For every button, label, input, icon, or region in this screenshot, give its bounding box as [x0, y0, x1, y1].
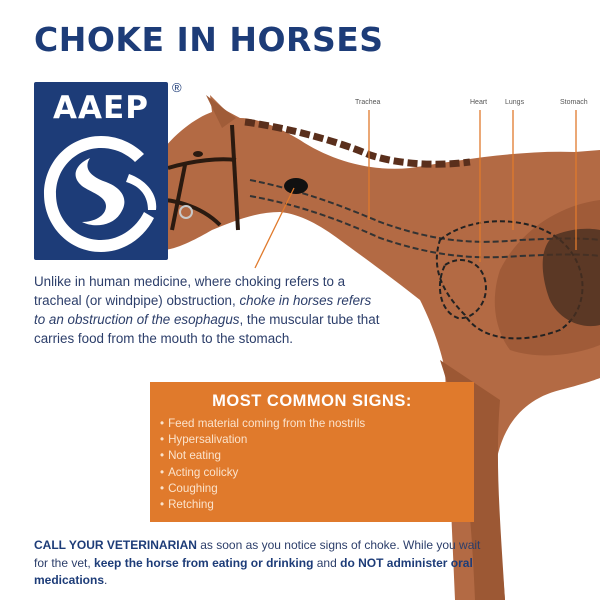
sign-item: • Hypersalivation	[160, 432, 365, 448]
label-stomach: Stomach	[560, 99, 588, 106]
intro-emphasis: choke in horses refers to an obstruction of the esophagus	[34, 293, 372, 327]
intro-text-1: Unlike in human medicine, where choking refers to a tracheal (or windpipe) obstruction,	[34, 274, 346, 308]
signs-list	[160, 416, 365, 513]
cta-no-meds: do NOT administer oral medications	[34, 555, 473, 587]
cta-period: .	[104, 573, 108, 587]
call-to-action	[34, 537, 484, 590]
obstruction-mark	[284, 178, 308, 194]
sign-item: • Coughing	[160, 481, 365, 497]
sign-item: • Acting colicky	[160, 465, 365, 481]
cta-text-1: as soon as you notice signs of choke. While you wait for the vet,	[34, 538, 481, 570]
signs-box	[150, 382, 474, 522]
label-heart: Heart	[470, 99, 488, 106]
sign-item: • Feed material coming from the nostrils	[160, 416, 365, 432]
horse-eye	[193, 151, 203, 157]
intro-text-2: , the muscular tube that carries food from the mouth to the stomach.	[34, 312, 380, 346]
signs-title: MOST COMMON SIGNS:	[212, 392, 412, 410]
intro-paragraph	[34, 272, 384, 348]
registered-mark: ®	[172, 80, 182, 95]
page-title: CHOKE IN HORSES	[34, 20, 384, 59]
cta-text-2: and	[313, 555, 341, 570]
cta-keep-horse: keep the horse from eating or drinking	[94, 555, 314, 570]
horse-head-logo-icon	[34, 130, 168, 258]
label-lungs: Lungs	[505, 99, 525, 106]
logo-text: AAEP	[53, 90, 149, 126]
label-trachea: Trachea	[355, 99, 381, 106]
sign-item: • Retching	[160, 497, 365, 513]
cta-call-vet: CALL YOUR VETERINARIAN	[34, 538, 197, 552]
aaep-logo	[34, 82, 168, 260]
sign-item: • Not eating	[160, 448, 365, 464]
